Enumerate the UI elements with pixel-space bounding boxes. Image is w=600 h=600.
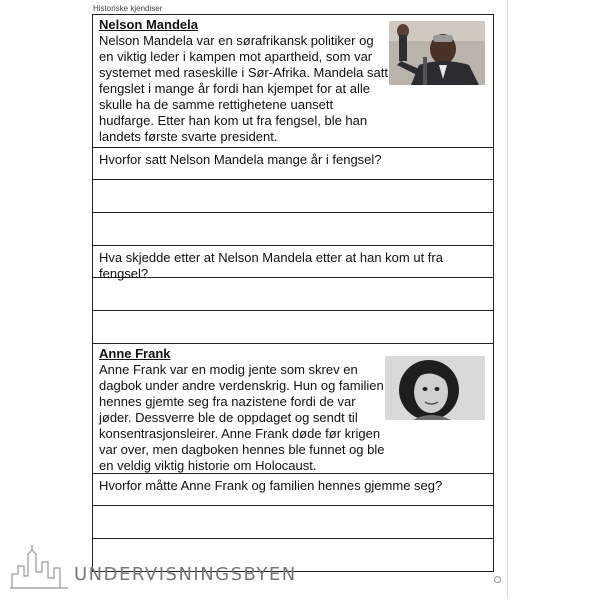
mandela-photo [389, 21, 485, 85]
worksheet [92, 14, 494, 572]
page-header: Historiske kjendiser [93, 4, 163, 13]
question-row [93, 474, 493, 506]
answer-line[interactable] [93, 311, 493, 344]
section-title: Nelson Mandela [99, 17, 198, 32]
section-title: Anne Frank [99, 346, 171, 361]
answer-line[interactable] [93, 213, 493, 246]
anne-frank-body-text: Anne Frank var en modig jente som skrev en dagbok under andre verdenskrig. Hun og familien hennes gjemte seg fra nazistene fordi de var jøder. Dessverre ble de oppdaget og sendt til konsentrasjonsleirer. Anne Frank døde før krigen var over, men dagboken hennes ble funnet og ble en veldig viktig historie om Holocaust. [99, 362, 385, 473]
section-body [99, 362, 387, 474]
anne-frank-photo [385, 356, 485, 420]
section-body [99, 33, 389, 145]
question-text: Hvorfor måtte Anne Frank og familien hennes gjemme seg? [99, 478, 443, 493]
mandela-body-text: Nelson Mandela var en sørafrikansk politiker og en viktig leder i kampen mot apartheid, som var systemet med raseskille i Sør-Afrika. Mandela satt fengslet i mange år fordi han kjempet for at alle skulle ha de samme rettighetene uansett hudfarge. Etter han kom ut fra fengsel, ble han landets første svarte president. [99, 33, 388, 144]
anne-frank-text-block [93, 344, 493, 474]
answer-line[interactable] [93, 506, 493, 539]
resize-handle[interactable] [494, 576, 501, 583]
question-text: Hva skjedde etter at Nelson Mandela etter at han kom ut fra fengsel? [99, 250, 443, 281]
question-row [93, 246, 493, 281]
question-row [93, 148, 493, 180]
answer-line[interactable] [93, 180, 493, 213]
answer-line[interactable] [93, 278, 493, 311]
mandela-text-block [93, 15, 493, 148]
question-text: Hvorfor satt Nelson Mandela mange år i fengsel? [99, 152, 382, 167]
brand-name: UNDERVISNINGSBYEN [74, 564, 297, 585]
brand-footer [10, 544, 310, 589]
page-edge [507, 0, 508, 598]
